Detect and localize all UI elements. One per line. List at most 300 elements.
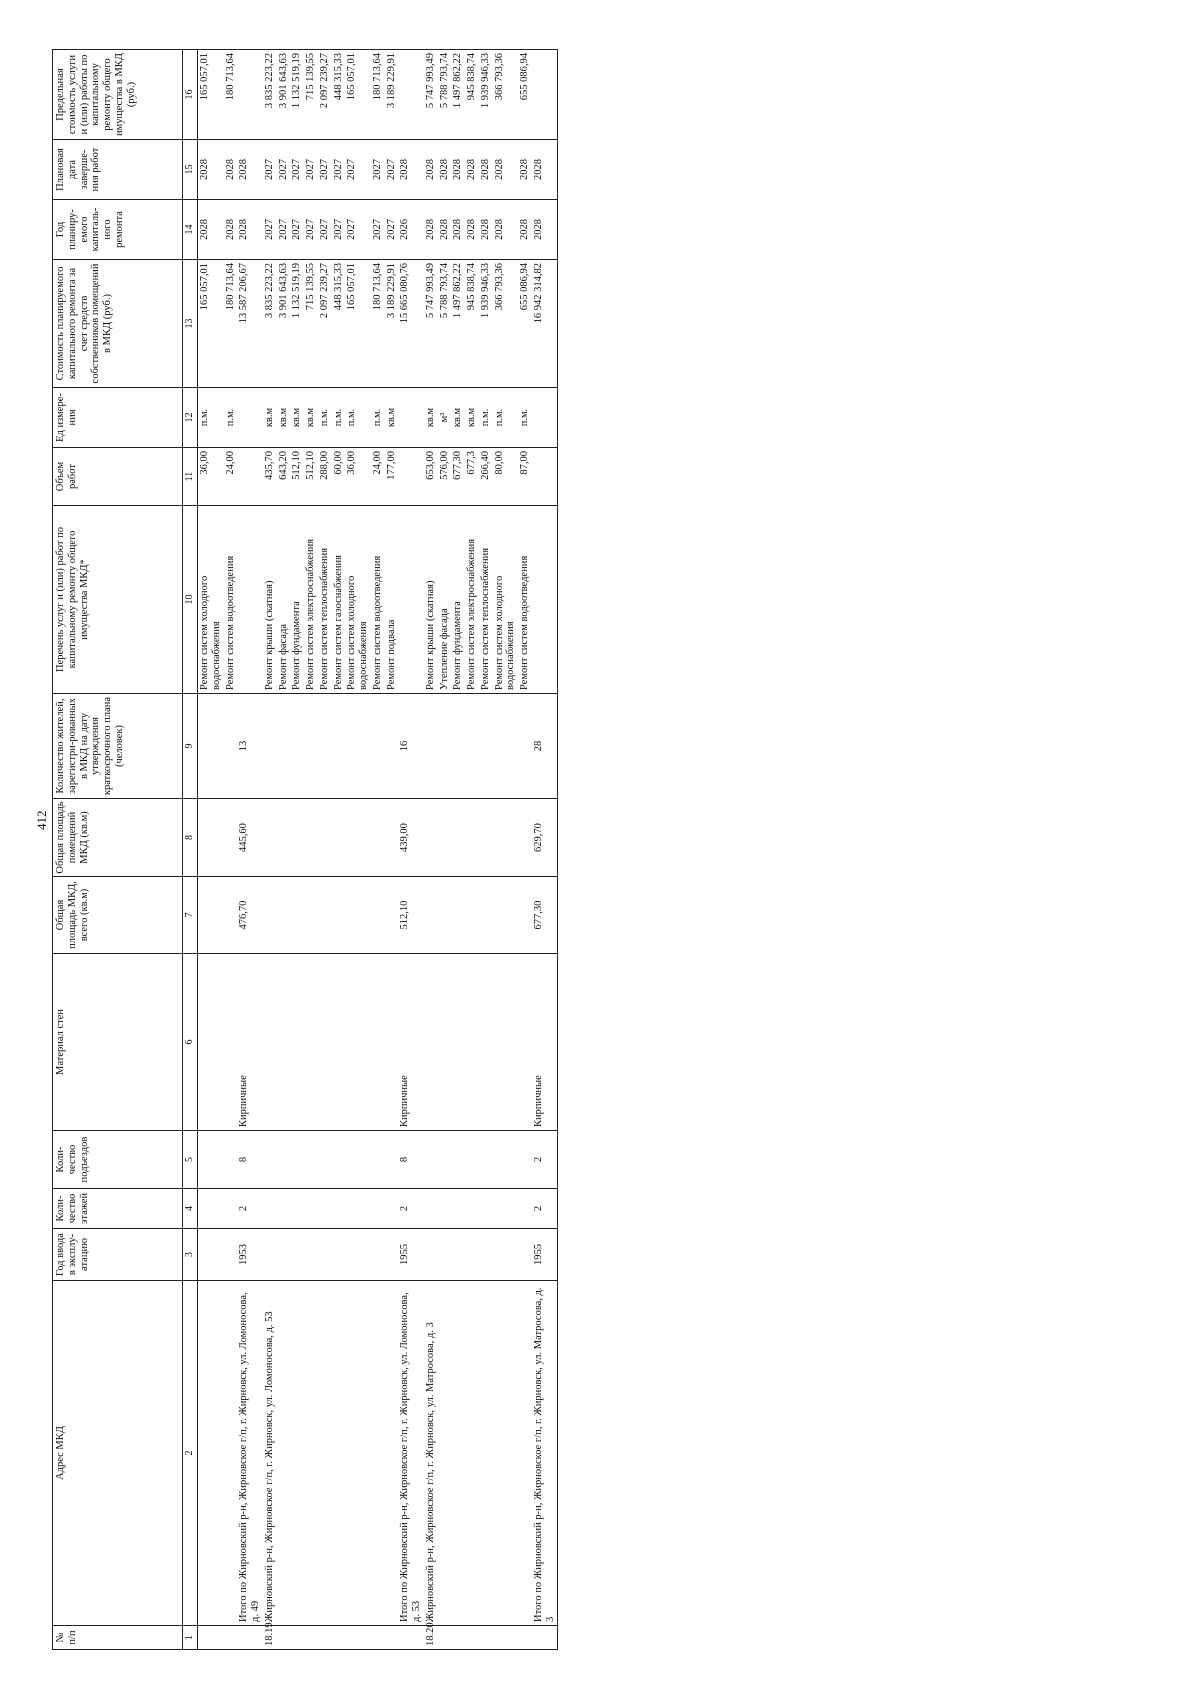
column-number: 8 xyxy=(183,799,198,877)
plan-year-cell: 2028 xyxy=(438,200,452,260)
table-row xyxy=(493,50,519,1650)
limit-cost-cell: 366 793,36 xyxy=(493,50,519,140)
year-cell xyxy=(277,1229,291,1281)
table-row xyxy=(224,50,238,1650)
row-number xyxy=(224,1626,238,1650)
floors-cell xyxy=(451,1189,465,1229)
plan-year-cell: 2028 xyxy=(532,200,558,260)
wall-material-cell xyxy=(304,954,318,1131)
column-number: 6 xyxy=(183,954,198,1131)
table-row xyxy=(304,50,318,1650)
residents-cell xyxy=(332,694,346,799)
rooms-area-cell xyxy=(263,799,277,877)
year-cell xyxy=(224,1229,238,1281)
column-number-row xyxy=(183,50,198,1650)
plan-year-cell: 2027 xyxy=(345,200,371,260)
work-cell: Ремонт фундамента xyxy=(451,506,465,694)
table-row xyxy=(451,50,465,1650)
residents-cell xyxy=(290,694,304,799)
address-cell xyxy=(224,1281,238,1626)
total-area-cell: 512,10 xyxy=(398,877,424,954)
plan-year-cell: 2027 xyxy=(332,200,346,260)
limit-cost-cell: 715 139,55 xyxy=(304,50,318,140)
limit-cost-cell: 3 901 643,63 xyxy=(277,50,291,140)
entrances-cell xyxy=(479,1131,493,1189)
limit-cost-cell: 180 713,64 xyxy=(371,50,385,140)
work-cell: Ремонт фасада xyxy=(277,506,291,694)
residents-cell xyxy=(371,694,385,799)
plan-year-cell: 2027 xyxy=(304,200,318,260)
volume-cell: 60,00 xyxy=(332,448,346,506)
plan-year-cell: 2027 xyxy=(385,200,399,260)
limit-cost-cell: 1 132 519,19 xyxy=(290,50,304,140)
limit-cost-cell xyxy=(398,50,424,140)
plan-year-cell: 2028 xyxy=(451,200,465,260)
column-header: Коли-чество этажей xyxy=(53,1189,183,1229)
limit-cost-cell: 945 838,74 xyxy=(465,50,479,140)
plan-year-cell: 2026 xyxy=(398,200,424,260)
row-number xyxy=(438,1626,452,1650)
limit-cost-cell: 3 835 223,22 xyxy=(263,50,277,140)
rooms-area-cell xyxy=(318,799,332,877)
total-area-cell xyxy=(318,877,332,954)
year-cell: 1953 xyxy=(237,1229,263,1281)
column-number: 2 xyxy=(183,1281,198,1626)
repair-plan-table xyxy=(52,49,558,1650)
plan-year-cell: 2027 xyxy=(290,200,304,260)
column-number: 1 xyxy=(183,1626,198,1650)
year-cell xyxy=(465,1229,479,1281)
end-year-cell: 2027 xyxy=(345,140,371,200)
wall-material-cell: Кирпичные xyxy=(237,954,263,1131)
table-row xyxy=(263,50,277,1650)
year-cell xyxy=(371,1229,385,1281)
volume-cell: 24,00 xyxy=(371,448,385,506)
column-number: 9 xyxy=(183,694,198,799)
column-header: Материал стен xyxy=(53,954,183,1131)
row-number xyxy=(318,1626,332,1650)
unit-cell: кв.м xyxy=(424,388,438,448)
table-row xyxy=(385,50,399,1650)
cost-cell: 180 713,64 xyxy=(224,260,238,388)
floors-cell xyxy=(263,1189,277,1229)
floors-cell xyxy=(318,1189,332,1229)
plan-year-cell: 2027 xyxy=(263,200,277,260)
residents-cell xyxy=(198,694,224,799)
row-number xyxy=(332,1626,346,1650)
cost-cell: 945 838,74 xyxy=(465,260,479,388)
total-area-cell xyxy=(290,877,304,954)
cost-cell: 1 497 862,22 xyxy=(451,260,465,388)
work-cell xyxy=(398,506,424,694)
page-number: 412 xyxy=(34,810,49,830)
address-cell xyxy=(304,1281,318,1626)
rooms-area-cell: 445,60 xyxy=(237,799,263,877)
year-cell xyxy=(493,1229,519,1281)
row-number xyxy=(493,1626,519,1650)
cost-cell: 5 747 993,49 xyxy=(424,260,438,388)
address-cell xyxy=(290,1281,304,1626)
column-header: Объем работ xyxy=(53,448,183,506)
column-header: Адрес МКД xyxy=(53,1281,183,1626)
volume-cell: 266,40 xyxy=(479,448,493,506)
floors-cell xyxy=(224,1189,238,1229)
work-cell xyxy=(237,506,263,694)
total-area-cell xyxy=(224,877,238,954)
cost-cell: 13 587 206,67 xyxy=(237,260,263,388)
entrances-cell xyxy=(371,1131,385,1189)
work-cell: Ремонт систем теплоснабжения xyxy=(479,506,493,694)
column-header: Общая площадь помещений МКД (кв.м) xyxy=(53,799,183,877)
wall-material-cell: Кирпичные xyxy=(398,954,424,1131)
work-cell: Ремонт систем холодного водоснабжения xyxy=(198,506,224,694)
column-header: Год планиру-емого капиталь-ного ремонта xyxy=(53,200,183,260)
table-row xyxy=(424,50,438,1650)
end-year-cell: 2027 xyxy=(290,140,304,200)
table-body xyxy=(198,50,558,1650)
end-year-cell: 2027 xyxy=(277,140,291,200)
total-area-cell xyxy=(304,877,318,954)
address-cell xyxy=(345,1281,371,1626)
end-year-cell: 2028 xyxy=(438,140,452,200)
plan-year-cell: 2028 xyxy=(518,200,532,260)
table-row xyxy=(332,50,346,1650)
wall-material-cell xyxy=(371,954,385,1131)
entrances-cell xyxy=(385,1131,399,1189)
residents-cell: 16 xyxy=(398,694,424,799)
unit-cell: п.м. xyxy=(198,388,224,448)
rooms-area-cell xyxy=(451,799,465,877)
address-cell xyxy=(332,1281,346,1626)
end-year-cell: 2028 xyxy=(424,140,438,200)
work-cell: Ремонт систем газоснабжения xyxy=(332,506,346,694)
wall-material-cell xyxy=(479,954,493,1131)
total-area-cell xyxy=(479,877,493,954)
limit-cost-cell: 5 788 793,74 xyxy=(438,50,452,140)
wall-material-cell xyxy=(345,954,371,1131)
column-header: Плановая дата заверше-ния работ xyxy=(53,140,183,200)
volume-cell: 512,10 xyxy=(290,448,304,506)
total-area-cell xyxy=(277,877,291,954)
entrances-cell xyxy=(451,1131,465,1189)
floors-cell xyxy=(465,1189,479,1229)
cost-cell: 165 057,01 xyxy=(198,260,224,388)
column-header: Количество жителей, зарегистри-рованных в МКД на дату утверждения краткосрочного плана (человек) xyxy=(53,694,183,799)
plan-year-cell: 2027 xyxy=(318,200,332,260)
total-area-cell xyxy=(493,877,519,954)
end-year-cell: 2027 xyxy=(371,140,385,200)
column-header: Коли-чество подъездов xyxy=(53,1131,183,1189)
entrances-cell xyxy=(263,1131,277,1189)
unit-cell: м² xyxy=(438,388,452,448)
column-number: 15 xyxy=(183,140,198,200)
year-cell xyxy=(332,1229,346,1281)
address-cell xyxy=(451,1281,465,1626)
year-cell xyxy=(451,1229,465,1281)
row-number xyxy=(398,1626,424,1650)
entrances-cell xyxy=(465,1131,479,1189)
total-area-cell xyxy=(451,877,465,954)
address-cell xyxy=(385,1281,399,1626)
row-number xyxy=(304,1626,318,1650)
plan-year-cell: 2028 xyxy=(198,200,224,260)
residents-cell xyxy=(345,694,371,799)
address-cell: Итого по Жирновский р-н, Жирновское г/п, г. Жирновск, ул. Ломоносова, д. 49 xyxy=(237,1281,263,1626)
total-area-cell xyxy=(518,877,532,954)
address-cell xyxy=(198,1281,224,1626)
column-number: 4 xyxy=(183,1189,198,1229)
entrances-cell xyxy=(277,1131,291,1189)
cost-cell: 3 835 223,22 xyxy=(263,260,277,388)
row-number xyxy=(345,1626,371,1650)
limit-cost-cell: 1 497 862,22 xyxy=(451,50,465,140)
volume-cell: 80,00 xyxy=(493,448,519,506)
wall-material-cell xyxy=(438,954,452,1131)
unit-cell: п.м. xyxy=(345,388,371,448)
wall-material-cell xyxy=(198,954,224,1131)
floors-cell xyxy=(385,1189,399,1229)
address-cell xyxy=(465,1281,479,1626)
end-year-cell: 2027 xyxy=(332,140,346,200)
rooms-area-cell xyxy=(385,799,399,877)
total-area-cell xyxy=(465,877,479,954)
address-cell xyxy=(318,1281,332,1626)
residents-cell xyxy=(451,694,465,799)
unit-cell: п.м. xyxy=(224,388,238,448)
residents-cell xyxy=(465,694,479,799)
unit-cell: кв.м xyxy=(290,388,304,448)
column-number: 10 xyxy=(183,506,198,694)
plan-year-cell: 2028 xyxy=(479,200,493,260)
table-row xyxy=(465,50,479,1650)
volume-cell: 24,00 xyxy=(224,448,238,506)
volume-cell: 643,20 xyxy=(277,448,291,506)
entrances-cell xyxy=(290,1131,304,1189)
table-row xyxy=(198,50,224,1650)
entrances-cell xyxy=(224,1131,238,1189)
end-year-cell: 2028 xyxy=(198,140,224,200)
table-row xyxy=(518,50,532,1650)
total-area-cell: 476,70 xyxy=(237,877,263,954)
limit-cost-cell: 448 315,33 xyxy=(332,50,346,140)
rooms-area-cell: 629,70 xyxy=(532,799,558,877)
floors-cell xyxy=(332,1189,346,1229)
cost-cell: 1 939 946,33 xyxy=(479,260,493,388)
row-number xyxy=(198,1626,224,1650)
address-cell xyxy=(518,1281,532,1626)
floors-cell xyxy=(493,1189,519,1229)
limit-cost-cell: 180 713,64 xyxy=(224,50,238,140)
rooms-area-cell xyxy=(465,799,479,877)
work-cell: Ремонт фундамента xyxy=(290,506,304,694)
column-header: Общая площадь МКД, всего (кв.м) xyxy=(53,877,183,954)
entrances-cell: 2 xyxy=(532,1131,558,1189)
year-cell xyxy=(518,1229,532,1281)
unit-cell: кв.м xyxy=(385,388,399,448)
wall-material-cell xyxy=(290,954,304,1131)
end-year-cell: 2027 xyxy=(385,140,399,200)
work-cell: Ремонт крыши (скатная) xyxy=(263,506,277,694)
column-number: 12 xyxy=(183,388,198,448)
volume-cell: 36,00 xyxy=(345,448,371,506)
floors-cell xyxy=(277,1189,291,1229)
table-row xyxy=(479,50,493,1650)
column-header: Стоимость планируемого капитального ремонта за счет средств собственников помещений в МКД (руб.) xyxy=(53,260,183,388)
cost-cell: 655 086,94 xyxy=(518,260,532,388)
cost-cell: 165 057,01 xyxy=(345,260,371,388)
row-number xyxy=(532,1626,558,1650)
residents-cell xyxy=(518,694,532,799)
floors-cell: 2 xyxy=(532,1189,558,1229)
limit-cost-cell: 5 747 993,49 xyxy=(424,50,438,140)
end-year-cell: 2028 xyxy=(493,140,519,200)
total-area-cell xyxy=(371,877,385,954)
year-cell xyxy=(318,1229,332,1281)
end-year-cell: 2028 xyxy=(224,140,238,200)
plan-year-cell: 2028 xyxy=(224,200,238,260)
work-cell: Ремонт крыши (скатная) xyxy=(424,506,438,694)
unit-cell: п.м. xyxy=(479,388,493,448)
residents-cell xyxy=(438,694,452,799)
volume-cell: 288,00 xyxy=(318,448,332,506)
row-number: 18.20. xyxy=(424,1626,438,1650)
entrances-cell: 8 xyxy=(237,1131,263,1189)
residents-cell xyxy=(385,694,399,799)
work-cell xyxy=(532,506,558,694)
limit-cost-cell: 165 057,01 xyxy=(198,50,224,140)
end-year-cell: 2028 xyxy=(398,140,424,200)
floors-cell xyxy=(424,1189,438,1229)
unit-cell: п.м. xyxy=(371,388,385,448)
unit-cell: кв.м xyxy=(465,388,479,448)
rooms-area-cell xyxy=(424,799,438,877)
column-number: 3 xyxy=(183,1229,198,1281)
wall-material-cell xyxy=(518,954,532,1131)
residents-cell xyxy=(277,694,291,799)
residents-cell xyxy=(424,694,438,799)
cost-cell: 15 665 080,76 xyxy=(398,260,424,388)
wall-material-cell xyxy=(424,954,438,1131)
end-year-cell: 2028 xyxy=(532,140,558,200)
table-row xyxy=(345,50,371,1650)
end-year-cell: 2027 xyxy=(318,140,332,200)
volume-cell: 435,70 xyxy=(263,448,277,506)
unit-cell: кв.м xyxy=(451,388,465,448)
limit-cost-cell: 655 086,94 xyxy=(518,50,532,140)
cost-cell: 366 793,36 xyxy=(493,260,519,388)
rooms-area-cell xyxy=(198,799,224,877)
wall-material-cell xyxy=(451,954,465,1131)
volume-cell xyxy=(532,448,558,506)
unit-cell xyxy=(398,388,424,448)
work-cell: Ремонт систем электроснабжения xyxy=(465,506,479,694)
year-cell: 1955 xyxy=(398,1229,424,1281)
row-number xyxy=(371,1626,385,1650)
year-cell xyxy=(385,1229,399,1281)
year-cell xyxy=(424,1229,438,1281)
volume-cell: 36,00 xyxy=(198,448,224,506)
work-cell: Ремонт систем водоотведения xyxy=(518,506,532,694)
entrances-cell xyxy=(493,1131,519,1189)
wall-material-cell xyxy=(465,954,479,1131)
table-row xyxy=(237,50,263,1650)
work-cell: Ремонт систем водоотведения xyxy=(224,506,238,694)
limit-cost-cell xyxy=(237,50,263,140)
row-number xyxy=(479,1626,493,1650)
rooms-area-cell xyxy=(493,799,519,877)
column-header: Предельная стоимость услуги и (или) работы по капитальному ремонту общего имущества в МКД (руб.) xyxy=(53,50,183,140)
work-cell: Ремонт систем холодного водоснабжения xyxy=(345,506,371,694)
table-row xyxy=(277,50,291,1650)
work-cell: Ремонт систем электроснабжения xyxy=(304,506,318,694)
column-number: 16 xyxy=(183,50,198,140)
entrances-cell xyxy=(332,1131,346,1189)
residents-cell xyxy=(479,694,493,799)
rooms-area-cell xyxy=(371,799,385,877)
rooms-area-cell xyxy=(479,799,493,877)
unit-cell xyxy=(237,388,263,448)
table-row xyxy=(438,50,452,1650)
unit-cell: п.м. xyxy=(518,388,532,448)
end-year-cell: 2028 xyxy=(451,140,465,200)
wall-material-cell xyxy=(493,954,519,1131)
residents-cell xyxy=(318,694,332,799)
address-cell xyxy=(479,1281,493,1626)
volume-cell: 177,00 xyxy=(385,448,399,506)
row-number xyxy=(237,1626,263,1650)
cost-cell: 2 097 239,27 xyxy=(318,260,332,388)
column-header: Год ввода в эксплу-атацию xyxy=(53,1229,183,1281)
total-area-cell: 677,30 xyxy=(532,877,558,954)
row-number: 18.19. xyxy=(263,1626,277,1650)
volume-cell: 653,00 xyxy=(424,448,438,506)
entrances-cell xyxy=(198,1131,224,1189)
volume-cell xyxy=(398,448,424,506)
rooms-area-cell: 439,00 xyxy=(398,799,424,877)
entrances-cell xyxy=(438,1131,452,1189)
total-area-cell xyxy=(424,877,438,954)
table-row xyxy=(532,50,558,1650)
address-cell: Жирновский р-н, Жирновское г/п, г. Жирновск, ул. Ломоносова, д. 53 xyxy=(263,1281,277,1626)
address-cell: Итого по Жирновский р-н, Жирновское г/п, г. Жирновск, ул. Ломоносова, д. 53 xyxy=(398,1281,424,1626)
plan-year-cell: 2027 xyxy=(277,200,291,260)
cost-cell: 16 942 314,82 xyxy=(532,260,558,388)
limit-cost-cell: 3 189 229,91 xyxy=(385,50,399,140)
unit-cell: п.м. xyxy=(493,388,519,448)
floors-cell: 2 xyxy=(398,1189,424,1229)
floors-cell xyxy=(438,1189,452,1229)
end-year-cell: 2028 xyxy=(237,140,263,200)
plan-year-cell: 2027 xyxy=(371,200,385,260)
plan-year-cell: 2028 xyxy=(465,200,479,260)
cost-cell: 3 189 229,91 xyxy=(385,260,399,388)
rooms-area-cell xyxy=(438,799,452,877)
unit-cell: п.м. xyxy=(318,388,332,448)
limit-cost-cell xyxy=(532,50,558,140)
cost-cell: 180 713,64 xyxy=(371,260,385,388)
volume-cell: 677,30 xyxy=(451,448,465,506)
volume-cell: 87,00 xyxy=(518,448,532,506)
floors-cell xyxy=(371,1189,385,1229)
unit-cell: кв.м xyxy=(263,388,277,448)
entrances-cell: 8 xyxy=(398,1131,424,1189)
limit-cost-cell: 165 057,01 xyxy=(345,50,371,140)
year-cell xyxy=(438,1229,452,1281)
row-number xyxy=(277,1626,291,1650)
wall-material-cell xyxy=(224,954,238,1131)
rooms-area-cell xyxy=(290,799,304,877)
row-number xyxy=(290,1626,304,1650)
